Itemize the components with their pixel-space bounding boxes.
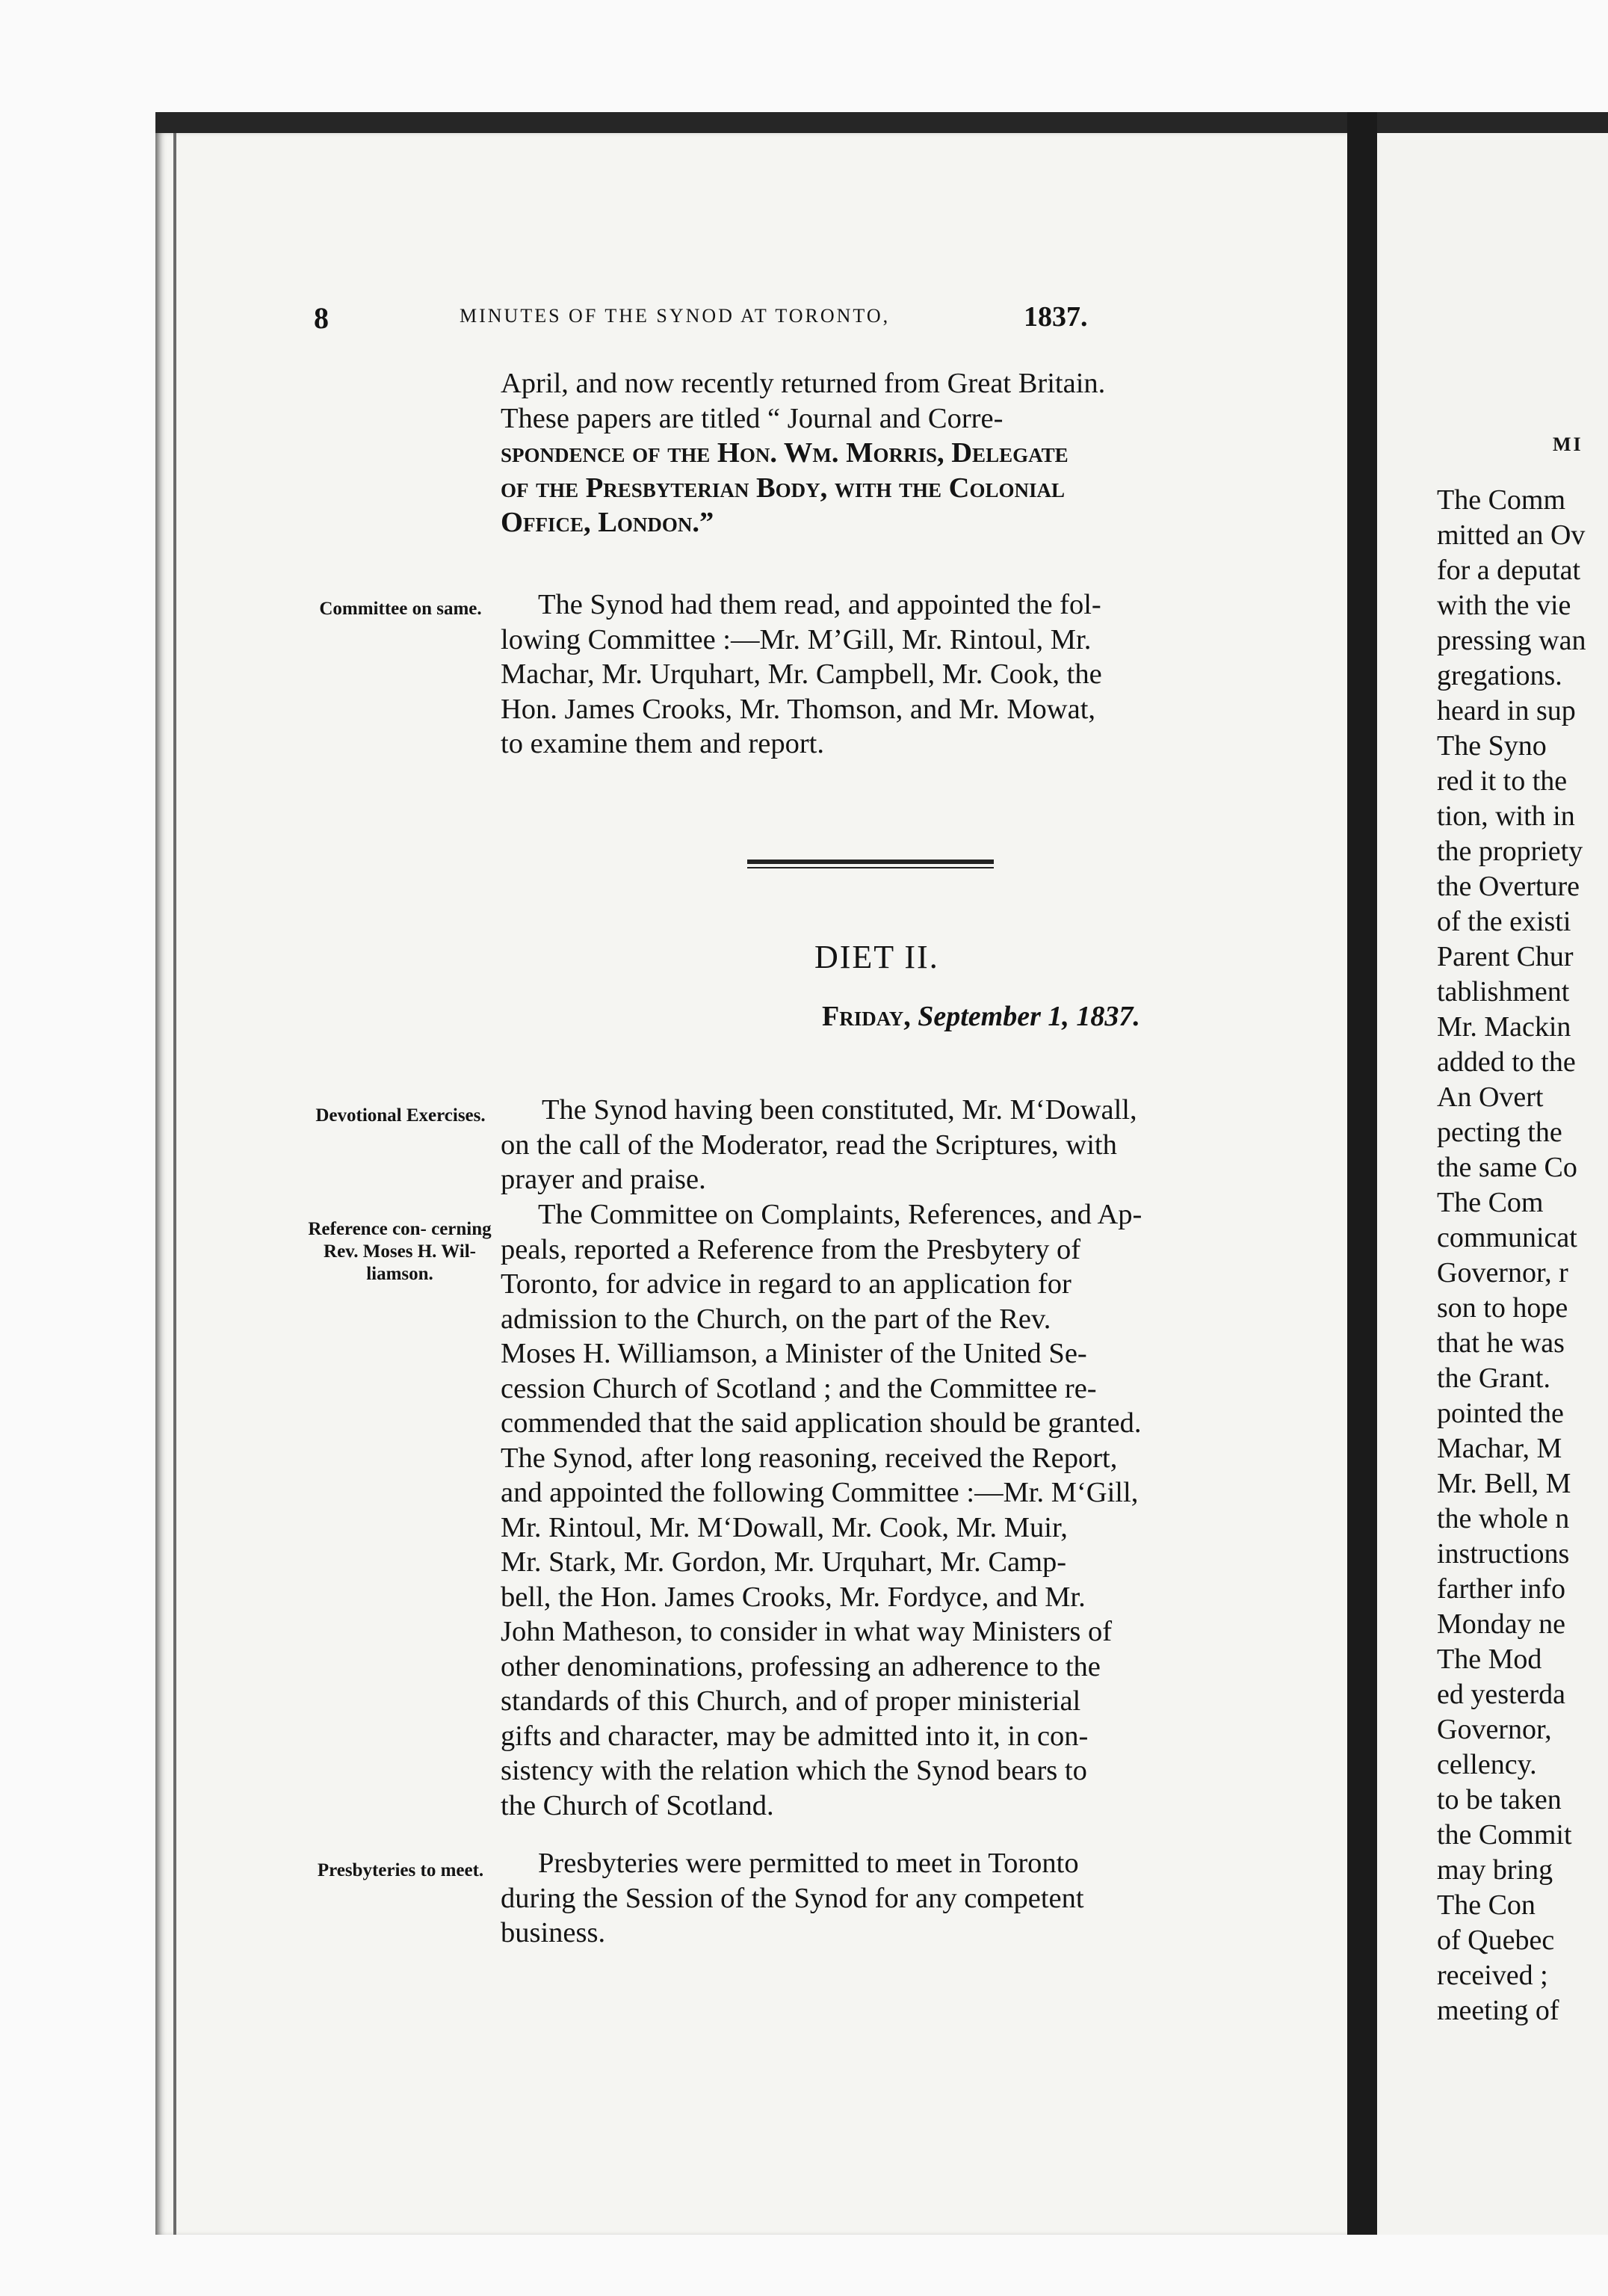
margin-note-committee: Committee on same.	[319, 599, 482, 619]
text-line: These papers are titled “ Journal and Corre-	[501, 402, 1004, 434]
text-line: business.	[501, 1917, 606, 1948]
right-page-line: son to hope	[1437, 1292, 1568, 1324]
text-line: Hon. James Crooks, Mr. Thomson, and Mr. Mowat,	[501, 693, 1096, 725]
text-line: sistency with the relation which the Synod bears to	[501, 1755, 1087, 1786]
text-line: bell, the Hon. James Crooks, Mr. Fordyce, and Mr.	[501, 1581, 1086, 1613]
text-line: Toronto, for advice in regard to an application for	[501, 1268, 1072, 1300]
book-gutter	[1347, 112, 1377, 2235]
right-page-line: The Mod	[1437, 1644, 1542, 1675]
right-page-line: the same Co	[1437, 1152, 1577, 1183]
section-divider-thin	[747, 867, 994, 868]
text-line: Moses H. Williamson, a Minister of the United Se-	[501, 1338, 1087, 1369]
right-page-line: The Comm	[1437, 484, 1566, 516]
right-page-line: mitted an Ov	[1437, 519, 1586, 551]
diet-date-text: September 1, 1837.	[918, 1001, 1140, 1032]
text-line: The Synod had them read, and appointed the fol-	[538, 589, 1101, 620]
text-line: April, and now recently returned from Great Britain.	[501, 368, 1106, 399]
right-page-line: to be taken	[1437, 1784, 1562, 1815]
diet-date	[822, 1000, 1140, 1033]
text-line: The Synod having been constituted, Mr. M‘Dowall,	[542, 1094, 1137, 1126]
running-head-year: 1837.	[1024, 301, 1088, 333]
right-page-line: for a deputat	[1437, 555, 1581, 586]
right-page-line: the Grant.	[1437, 1363, 1550, 1394]
right-page-line: the whole n	[1437, 1503, 1570, 1534]
page-edge-rule	[173, 133, 176, 2235]
right-page-line: Parent Chur	[1437, 941, 1574, 972]
text-line: of the Presbyterian Body, with the Colonial	[501, 472, 1065, 504]
right-page-line: of the existi	[1437, 906, 1571, 937]
text-line: admission to the Church, on the part of the Rev.	[501, 1303, 1051, 1335]
diet-day: Friday,	[822, 1001, 911, 1032]
right-page-line: the Overture	[1437, 871, 1580, 902]
right-page-line: the Commit	[1437, 1819, 1572, 1851]
page-number: 8	[314, 301, 329, 335]
right-page-line: received ;	[1437, 1960, 1548, 1991]
right-page-line: pecting the	[1437, 1117, 1562, 1148]
right-page-line: farther info	[1437, 1573, 1565, 1605]
right-page-line: Governor, r	[1437, 1257, 1568, 1289]
text-line: Machar, Mr. Urquhart, Mr. Campbell, Mr. Cook, the	[501, 658, 1102, 690]
reference-paragraph	[501, 1197, 1285, 1823]
text-line: standards of this Church, and of proper ministerial	[501, 1685, 1081, 1717]
right-page-line: that he was	[1437, 1327, 1565, 1359]
right-page-line: gregations.	[1437, 660, 1562, 691]
intro-paragraph	[501, 366, 1285, 540]
right-page	[1377, 133, 1608, 2235]
text-line: on the call of the Moderator, read the Scriptures, with	[501, 1129, 1117, 1161]
margin-note-devotional: Devotional Exercises.	[315, 1105, 486, 1126]
text-line: prayer and praise.	[501, 1164, 706, 1195]
right-page-line: tion, with in	[1437, 800, 1575, 832]
text-line: commended that the said application should be granted.	[501, 1407, 1142, 1439]
right-page-line: An Overt	[1437, 1081, 1544, 1113]
right-page-line: Mr. Bell, M	[1437, 1468, 1571, 1499]
text-line: spondence of the Hon. Wm. Morris, Delegate	[501, 437, 1069, 469]
text-line: gifts and character, may be admitted into it, in con-	[501, 1720, 1089, 1752]
scan-border-bottom	[0, 2235, 1608, 2296]
right-page-line: tablishment	[1437, 976, 1570, 1007]
right-page-line: communicat	[1437, 1222, 1577, 1253]
margin-note-presbyteries: Presbyteries to meet.	[317, 1860, 484, 1880]
devotional-paragraph	[501, 1093, 1285, 1197]
right-page-line: added to the	[1437, 1046, 1576, 1078]
right-page-line: of Quebec	[1437, 1925, 1555, 1956]
right-page-text	[1437, 483, 1586, 2028]
right-page-line: may bring	[1437, 1854, 1553, 1886]
right-page-line: with the vie	[1437, 590, 1571, 621]
presbyteries-paragraph	[501, 1846, 1285, 1951]
right-page-line: cellency.	[1437, 1749, 1537, 1780]
running-head	[306, 300, 1255, 338]
text-line: to examine them and report.	[501, 728, 824, 759]
right-page-line: The Syno	[1437, 730, 1547, 762]
section-divider	[747, 860, 994, 864]
right-page-line: red it to the	[1437, 765, 1568, 797]
text-line: Mr. Stark, Mr. Gordon, Mr. Urquhart, Mr. Camp-	[501, 1546, 1067, 1578]
margin-note-reference: Reference con- cerning Rev. Moses H. Wil- liamson.	[308, 1219, 492, 1284]
text-line: Office, London.”	[501, 507, 714, 538]
text-line: and appointed the following Committee :—Mr. M‘Gill,	[501, 1477, 1139, 1508]
text-line: The Synod, after long reasoning, received the Report,	[501, 1442, 1118, 1474]
right-page-line: meeting of	[1437, 1995, 1559, 2026]
right-page-line: Machar, M	[1437, 1433, 1562, 1464]
right-page-line: Mr. Mackin	[1437, 1011, 1571, 1043]
text-line: peals, reported a Reference from the Presbytery of	[501, 1233, 1081, 1265]
right-page-line: ed yesterda	[1437, 1679, 1565, 1710]
text-line: during the Session of the Synod for any competent	[501, 1882, 1084, 1914]
text-line: lowing Committee :—Mr. M’Gill, Mr. Rintoul, Mr.	[501, 623, 1092, 655]
right-page-line: The Con	[1437, 1889, 1536, 1921]
right-page-line: the propriety	[1437, 836, 1583, 867]
right-page-line: Monday ne	[1437, 1608, 1566, 1640]
text-line: other denominations, professing an adherence to the	[501, 1650, 1101, 1682]
right-page-line: heard in sup	[1437, 695, 1576, 726]
right-page-line: The Com	[1437, 1187, 1544, 1218]
text-line: cession Church of Scotland ; and the Committee re-	[501, 1372, 1097, 1404]
right-page-line: pressing wan	[1437, 625, 1586, 656]
diet-heading: DIET II.	[814, 939, 939, 975]
text-line: the Church of Scotland.	[501, 1789, 774, 1821]
right-running-head: MI	[1553, 433, 1583, 455]
text-line: The Committee on Complaints, References, and Ap-	[538, 1199, 1142, 1230]
text-line: Presbyteries were permitted to meet in Toronto	[538, 1848, 1079, 1879]
running-head-title: MINUTES OF THE SYNOD AT TORONTO,	[460, 305, 891, 327]
scan-border-top	[0, 0, 1608, 112]
text-line: Mr. Rintoul, Mr. M‘Dowall, Mr. Cook, Mr. Muir,	[501, 1511, 1068, 1543]
scan-border-left	[0, 0, 155, 2296]
right-page-line: Governor,	[1437, 1714, 1552, 1745]
text-line: John Matheson, to consider in what way Ministers of	[501, 1616, 1113, 1647]
right-page-line: instructions	[1437, 1538, 1570, 1570]
committee-paragraph	[501, 587, 1285, 762]
right-page-line: pointed the	[1437, 1398, 1564, 1429]
